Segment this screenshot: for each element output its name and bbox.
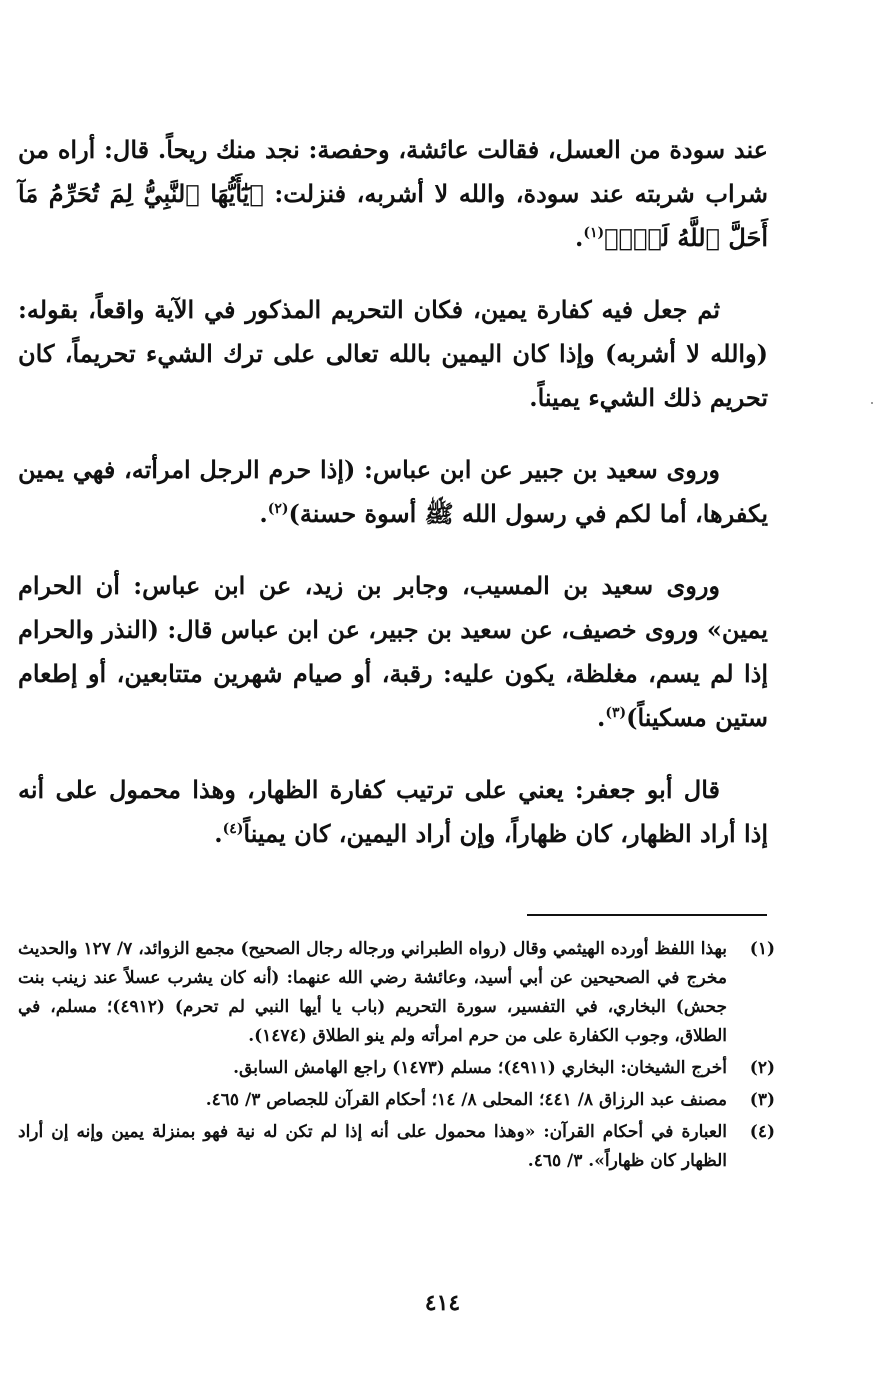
paragraph-end: .	[575, 223, 584, 252]
paragraph-end: .	[596, 703, 606, 732]
footnote-text: بهذا اللفظ أورده الهيثمي وقال (رواه الطبراني ورجاله رجال الصحيح) مجمع الزوائد، ٧/ ١٢٧ والحديث مخرج في الصحيحين عن أبي أسيد، وعائشة رضي الله عنهما: (أنه كان يشرب عسلاً عند زينب بنت جحش) البخاري، في التفسير، سورة التحريم (باب يا أيها النبي لم تحرم) (٤٩١٢)؛ مسلم، في الطلاق، وجوب الكفارة على من حرم امرأته ولم ينو الطلاق (١٤٧٤).	[18, 939, 728, 1046]
footnote-ref: (٢)	[267, 501, 289, 517]
paragraph-text: عند سودة من العسل، فقالت عائشة، وحفصة: نجد منك ريحاً. قال: أراه من شراب شربته عند سودة، والله لا أشربه، فنزلت: ﴿يَٰٓأَيُّهَا ٱلنَّبِيُّ لِمَ تُحَرِّمُ مَآ أَحَلَّ ٱللَّهُ لَكَۖ﴾	[18, 135, 768, 252]
paragraph-3	[18, 448, 768, 536]
footnote-1	[18, 935, 775, 1051]
paragraph-end: .	[259, 499, 268, 528]
footnote-2	[18, 1054, 775, 1083]
footnote-number: (٢)	[749, 1058, 775, 1078]
footnote-number: (٤)	[749, 1122, 775, 1142]
footnote-3	[18, 1086, 775, 1115]
footnote-divider	[527, 914, 767, 916]
footnote-number: (٣)	[749, 1090, 775, 1110]
footnote-text: أخرج الشيخان: البخاري (٤٩١١)؛ مسلم (١٤٧٣) راجع الهامش السابق.	[233, 1058, 727, 1078]
footnote-text: مصنف عبد الرزاق ٨/ ٤٤١؛ المحلى ٨/ ١٤؛ أحكام القرآن للجصاص ٣/ ٤٦٥.	[205, 1090, 727, 1110]
page-number: ٤١٤	[424, 1290, 461, 1316]
footnote-text: العبارة في أحكام القرآن: «وهذا محمول على أنه إذا لم تكن له نية فهو بمنزلة يمين وإنه إن أراد الظهار كان ظهاراً». ٣/ ٤٦٥.	[18, 1122, 727, 1171]
footnote-ref: (٤)	[222, 821, 244, 837]
footnotes	[18, 935, 775, 1179]
paragraph-2	[18, 288, 768, 420]
paragraph-text: قال أبو جعفر: يعني على ترتيب كفارة الظهار، وهذا محمول على أنه إذا أراد الظهار، كان ظهاراً، وإن أراد اليمين، كان يميناً	[18, 775, 768, 848]
scan-speck	[871, 402, 873, 404]
paragraph-end: .	[214, 819, 223, 848]
paragraph-text: وروى سعيد بن المسيب، وجابر بن زيد، عن ابن عباس: أن الحرام يمين» وروى خصيف، عن سعيد بن جبير، عن ابن عباس قال: (النذر والحرام إذا لم يسم، مغلظة، يكون عليه: رقبة، أو صيام شهرين متتابعين، أو إطعام ستين مسكيناً)	[18, 571, 768, 732]
paragraph-1	[18, 128, 768, 260]
footnote-ref: (٣)	[605, 705, 627, 721]
paragraph-4	[18, 564, 768, 740]
paragraph-5	[18, 768, 768, 856]
footnote-4	[18, 1118, 775, 1176]
footnote-number: (١)	[749, 939, 775, 959]
paragraph-text: ثم جعل فيه كفارة يمين، فكان التحريم المذكور في الآية واقعاً، بقوله: (والله لا أشربه) وإذا كان اليمين بالله تعالى على ترك الشيء تحريماً، كان تحريم ذلك الشيء يميناً.	[18, 295, 768, 412]
footnote-ref: (١)	[583, 225, 605, 241]
paragraph-text: وروى سعيد بن جبير عن ابن عباس: (إذا حرم الرجل امرأته، فهي يمين يكفرها، أما لكم في رسول الله ﷺ أسوة حسنة)	[18, 455, 768, 528]
main-text	[18, 128, 768, 884]
